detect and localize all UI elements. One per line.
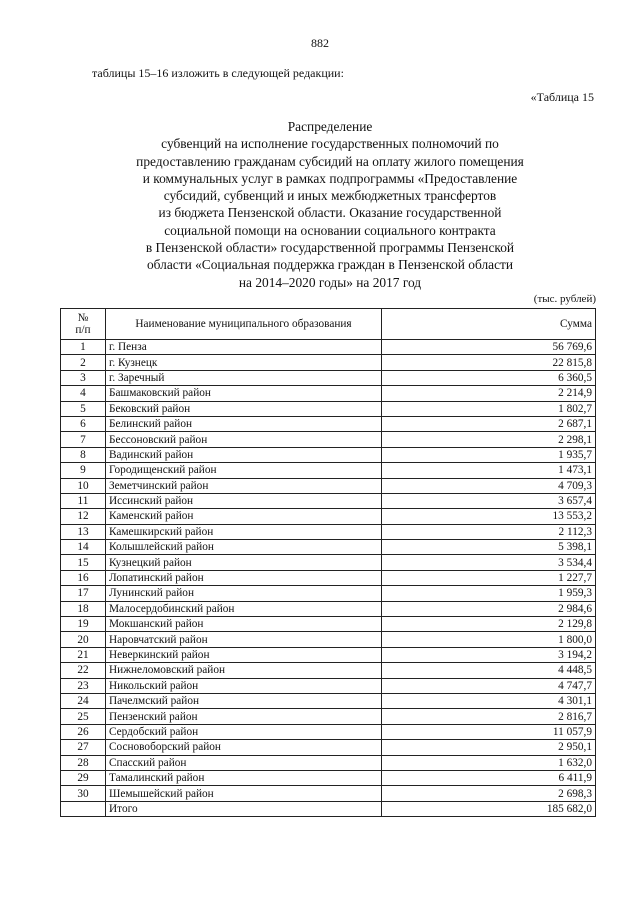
table-row [61, 493, 596, 508]
table-row [61, 509, 596, 524]
row-number: 5 [61, 401, 106, 416]
row-municipality: Кузнецкий район [106, 555, 382, 570]
title-line: субвенций на исполнение государственных полномочий по [161, 136, 499, 152]
title-line: в Пензенской области» государственной программы Пензенской [145, 240, 515, 256]
row-municipality: Лунинский район [106, 586, 382, 601]
table-row [61, 586, 596, 601]
table-row [61, 632, 596, 647]
row-municipality: Колышлейский район [106, 540, 382, 555]
row-sum: 1 227,7 [382, 570, 596, 585]
table-row [61, 786, 596, 801]
title-line: предоставлению гражданам субсидий на оплату жилого помещения [136, 153, 524, 169]
table-row [61, 678, 596, 693]
table-row [61, 447, 596, 462]
row-sum: 1 802,7 [382, 401, 596, 416]
row-municipality: Пензенский район [106, 709, 382, 724]
row-municipality: Пачелмский район [106, 693, 382, 708]
table-row [61, 463, 596, 478]
table-row [61, 416, 596, 431]
row-number: 26 [61, 724, 106, 739]
table-row [61, 724, 596, 739]
row-number: 25 [61, 709, 106, 724]
row-number: 21 [61, 647, 106, 662]
row-sum: 1 935,7 [382, 447, 596, 462]
table-row [61, 355, 596, 370]
row-sum: 6 411,9 [382, 770, 596, 785]
row-number: 4 [61, 386, 106, 401]
table-row [61, 340, 596, 355]
title-line: и коммунальных услуг в рамках подпрограммы «Предоставление [142, 170, 518, 186]
row-sum: 2 950,1 [382, 740, 596, 755]
header-number-line2: п/п [75, 324, 91, 336]
row-municipality: Каменский район [106, 509, 382, 524]
row-number [61, 801, 106, 816]
row-sum: 3 534,4 [382, 555, 596, 570]
row-sum: 2 129,8 [382, 617, 596, 632]
title-line: социальной помощи на основании социального контракта [164, 222, 496, 238]
row-number: 11 [61, 493, 106, 508]
table-total-row [61, 801, 596, 816]
row-number: 14 [61, 540, 106, 555]
row-sum: 3 657,4 [382, 493, 596, 508]
row-municipality: Наровчатский район [106, 632, 382, 647]
table-header-row [61, 309, 596, 340]
table-body [61, 340, 596, 817]
row-municipality: г. Пенза [106, 340, 382, 355]
row-number: 12 [61, 509, 106, 524]
row-number: 3 [61, 370, 106, 385]
title-line: субсидий, субвенций и иных межбюджетных трансфертов [163, 188, 497, 204]
row-municipality: Шемышейский район [106, 786, 382, 801]
row-sum: 1 473,1 [382, 463, 596, 478]
title-line: области «Социальная поддержка граждан в Пензенской области [146, 257, 514, 273]
table-row [61, 709, 596, 724]
table-row [61, 617, 596, 632]
row-sum: 4 747,7 [382, 678, 596, 693]
row-sum: 11 057,9 [382, 724, 596, 739]
row-number: 2 [61, 355, 106, 370]
units-label: (тыс. рублей) [533, 293, 596, 305]
table-row [61, 524, 596, 539]
row-municipality: Иссинский район [106, 493, 382, 508]
intro-text: таблицы 15–16 изложить в следующей редакции: [92, 66, 344, 80]
distribution-table [60, 308, 596, 817]
row-sum: 22 815,8 [382, 355, 596, 370]
row-number: 13 [61, 524, 106, 539]
row-sum: 2 214,9 [382, 386, 596, 401]
row-sum: 1 632,0 [382, 755, 596, 770]
row-municipality: Башмаковский район [106, 386, 382, 401]
row-sum: 2 698,3 [382, 786, 596, 801]
row-number: 27 [61, 740, 106, 755]
row-sum: 4 448,5 [382, 663, 596, 678]
row-sum: 56 769,6 [382, 340, 596, 355]
row-sum: 2 687,1 [382, 416, 596, 431]
header-number-line1: № [77, 312, 89, 324]
row-number: 28 [61, 755, 106, 770]
title-line: на 2014–2020 годы» на 2017 год [238, 274, 422, 290]
row-sum: 1 959,3 [382, 586, 596, 601]
row-municipality: Спасский район [106, 755, 382, 770]
table-row [61, 755, 596, 770]
row-number: 18 [61, 601, 106, 616]
row-sum: 2 112,3 [382, 524, 596, 539]
table-row [61, 478, 596, 493]
row-sum: 4 301,1 [382, 693, 596, 708]
row-number: 30 [61, 786, 106, 801]
row-number: 8 [61, 447, 106, 462]
row-municipality: Бековский район [106, 401, 382, 416]
row-municipality: Вадинский район [106, 447, 382, 462]
row-number: 16 [61, 570, 106, 585]
page-number: 882 [311, 36, 329, 50]
row-municipality: Лопатинский район [106, 570, 382, 585]
table-row [61, 663, 596, 678]
row-sum: 4 709,3 [382, 478, 596, 493]
row-number: 19 [61, 617, 106, 632]
table-row [61, 601, 596, 616]
row-number: 29 [61, 770, 106, 785]
row-sum: 2 298,1 [382, 432, 596, 447]
table-row [61, 555, 596, 570]
row-number: 17 [61, 586, 106, 601]
table-row [61, 370, 596, 385]
table-row [61, 693, 596, 708]
title-line: из бюджета Пензенской области. Оказание государственной [158, 205, 502, 221]
row-municipality: г. Кузнецк [106, 355, 382, 370]
row-sum: 2 816,7 [382, 709, 596, 724]
row-number: 24 [61, 693, 106, 708]
row-number: 15 [61, 555, 106, 570]
table-row [61, 740, 596, 755]
row-sum: 2 984,6 [382, 601, 596, 616]
row-municipality: Малосердобинский район [106, 601, 382, 616]
row-number: 20 [61, 632, 106, 647]
row-sum: 3 194,2 [382, 647, 596, 662]
row-municipality: Камешкирский район [106, 524, 382, 539]
row-municipality: Бессоновский район [106, 432, 382, 447]
row-sum: 1 800,0 [382, 632, 596, 647]
row-municipality: Сердобский район [106, 724, 382, 739]
row-number: 7 [61, 432, 106, 447]
table-row [61, 432, 596, 447]
row-sum: 13 553,2 [382, 509, 596, 524]
header-name: Наименование муниципального образования [106, 309, 382, 340]
row-municipality: г. Заречный [106, 370, 382, 385]
table-row [61, 770, 596, 785]
row-municipality: Никольский район [106, 678, 382, 693]
row-number: 1 [61, 340, 106, 355]
table-reference: «Таблица 15 [530, 90, 594, 104]
row-number: 6 [61, 416, 106, 431]
row-municipality: Земетчинский район [106, 478, 382, 493]
row-number: 9 [61, 463, 106, 478]
row-sum: 6 360,5 [382, 370, 596, 385]
table-row [61, 386, 596, 401]
row-sum: 5 398,1 [382, 540, 596, 555]
row-municipality: Городищенский район [106, 463, 382, 478]
row-municipality: Мокшанский район [106, 617, 382, 632]
row-municipality: Белинский район [106, 416, 382, 431]
row-municipality: Сосновоборский район [106, 740, 382, 755]
table-row [61, 570, 596, 585]
row-sum: 185 682,0 [382, 801, 596, 816]
row-number: 22 [61, 663, 106, 678]
table-row [61, 647, 596, 662]
row-municipality: Нижнеломовский район [106, 663, 382, 678]
row-number: 10 [61, 478, 106, 493]
header-number [61, 309, 106, 340]
row-municipality: Неверкинский район [106, 647, 382, 662]
table-row [61, 540, 596, 555]
title-line: Распределение [287, 119, 373, 134]
document-title [60, 118, 600, 291]
row-number: 23 [61, 678, 106, 693]
row-municipality: Итого [106, 801, 382, 816]
header-sum: Сумма [382, 309, 596, 340]
row-municipality: Тамалинский район [106, 770, 382, 785]
table-row [61, 401, 596, 416]
